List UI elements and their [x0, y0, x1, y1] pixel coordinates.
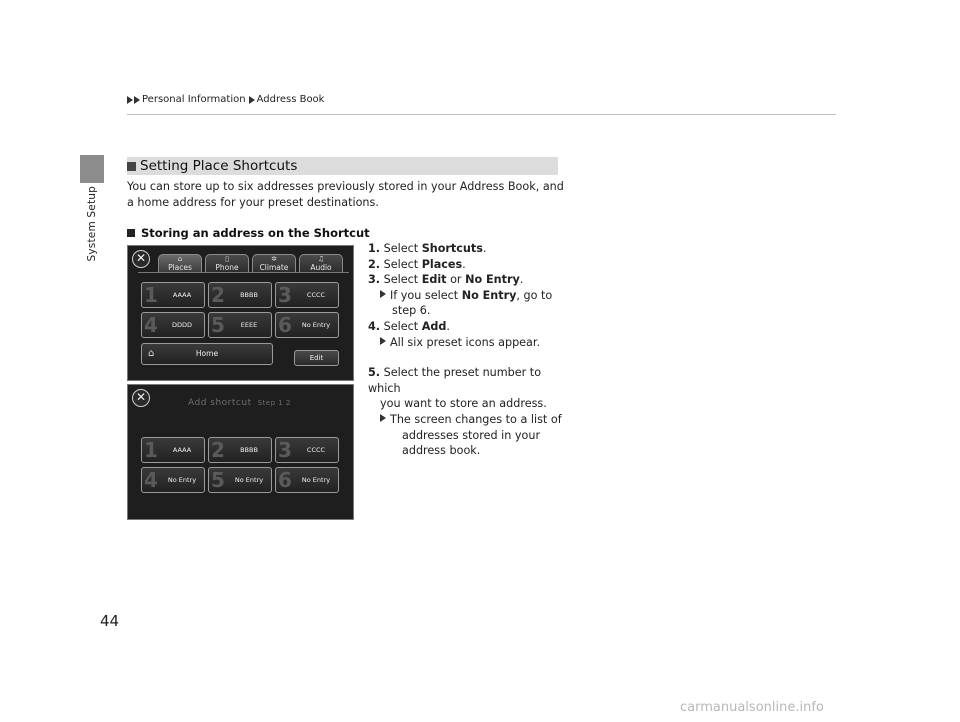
preset-button-3[interactable]: [275, 437, 339, 463]
preset-number: 1: [144, 283, 158, 307]
preset-button-5[interactable]: [208, 312, 272, 338]
breadcrumb-item-address-book[interactable]: Address Book: [256, 94, 325, 105]
edit-button[interactable]: Edit: [294, 350, 339, 366]
preset-button-2[interactable]: [208, 282, 272, 308]
steps-list: [368, 241, 568, 459]
breadcrumb: [127, 94, 327, 105]
preset-label: BBBB: [240, 291, 258, 299]
preset-button-1[interactable]: [141, 437, 205, 463]
preset-number: 5: [211, 313, 225, 337]
preset-label: EEEE: [240, 321, 258, 329]
square-bullet-icon: [127, 162, 136, 171]
preset-number: 4: [144, 313, 158, 337]
preset-label: No Entry: [167, 476, 197, 484]
preset-number: 5: [211, 468, 225, 492]
tab-audio[interactable]: ♫ Audio: [299, 254, 343, 273]
preset-number: 2: [211, 283, 225, 307]
preset-button-1[interactable]: [141, 282, 205, 308]
preset-label: AAAA: [172, 291, 192, 299]
result-arrow-icon: [380, 290, 386, 298]
preset-number: 6: [278, 313, 292, 337]
screen-title: [188, 398, 291, 408]
shortcut-screen: [127, 245, 354, 381]
place-icon: ⌂: [177, 255, 183, 263]
breadcrumb-arrow-icon: [249, 96, 255, 104]
preset-button-2[interactable]: [208, 437, 272, 463]
step-4-note: All six preset icons appear.: [368, 335, 568, 351]
phone-icon: ▯: [225, 255, 229, 263]
preset-label: No Entry: [301, 476, 331, 484]
page-number: 44: [100, 612, 120, 630]
preset-label: No Entry: [301, 321, 331, 329]
tab-phone[interactable]: ▯ Phone: [205, 254, 249, 273]
preset-button-3[interactable]: [275, 282, 339, 308]
step-indicator: Step 1 2: [257, 399, 291, 407]
subsection-title: Storing an address on the Shortcut: [141, 226, 370, 240]
breadcrumb-item-personal-information[interactable]: Personal Information: [142, 94, 246, 105]
spacer: [368, 350, 568, 365]
preset-number: 6: [278, 468, 292, 492]
close-icon[interactable]: ✕: [132, 250, 150, 268]
preset-label: DDDD: [171, 321, 193, 329]
close-icon[interactable]: ✕: [132, 389, 150, 407]
step-5-note: The screen changes to a list of addresses stored in your address book.: [368, 412, 568, 459]
header-rule: [127, 114, 836, 115]
climate-icon: ✲: [271, 255, 277, 263]
home-button[interactable]: [141, 343, 273, 365]
step-1: 1. Select Shortcuts.: [368, 242, 487, 255]
breadcrumb-arrow-icon: [134, 96, 140, 104]
square-bullet-icon: [127, 229, 135, 237]
result-arrow-icon: [380, 337, 386, 345]
preset-number: 3: [278, 438, 292, 462]
preset-label: CCCC: [306, 446, 326, 454]
step-3: 3. Select Edit or No Entry.: [368, 273, 524, 287]
preset-button-6[interactable]: [275, 467, 339, 493]
preset-number: 2: [211, 438, 225, 462]
side-tab-marker: [80, 155, 104, 183]
preset-number: 4: [144, 468, 158, 492]
tab-climate[interactable]: ✲ Climate: [252, 254, 296, 273]
section-title: Setting Place Shortcuts: [140, 158, 298, 174]
watermark: carmanualsonline.info: [680, 700, 824, 715]
preset-button-4[interactable]: [141, 467, 205, 493]
home-icon: ⌂: [148, 348, 155, 359]
step-3-note: If you select No Entry, go to step 6.: [368, 288, 568, 319]
subsection-heading: [127, 226, 370, 240]
preset-number: 1: [144, 438, 158, 462]
add-shortcut-screen: [127, 384, 354, 520]
step-5: 5. Select the preset number to which you want to store an address.: [368, 366, 547, 411]
tab-places[interactable]: ⌂ Places: [158, 254, 202, 273]
intro-paragraph: You can store up to six addresses previously stored in your Address Book, and a home address for your preset destinations.: [127, 180, 564, 209]
preset-number: 3: [278, 283, 292, 307]
preset-label: No Entry: [234, 476, 264, 484]
preset-label: BBBB: [240, 446, 258, 454]
step-4: 4. Select Add.: [368, 319, 450, 333]
audio-icon: ♫: [317, 255, 325, 263]
preset-grid: [141, 437, 339, 493]
result-arrow-icon: [380, 414, 386, 422]
preset-grid: [141, 282, 339, 338]
preset-label: CCCC: [306, 291, 326, 299]
screen-tabs: [158, 254, 346, 273]
preset-label: AAAA: [172, 446, 192, 454]
add-shortcut-title: Add shortcut: [188, 398, 252, 408]
preset-button-4[interactable]: [141, 312, 205, 338]
tab-divider: [138, 272, 349, 273]
home-label: Home: [195, 349, 219, 358]
preset-button-5[interactable]: [208, 467, 272, 493]
step-2: 2. Select Places.: [368, 257, 466, 271]
side-tab-label: System Setup: [86, 186, 98, 262]
breadcrumb-arrow-icon: [127, 96, 133, 104]
section-heading: [127, 157, 558, 175]
preset-button-6[interactable]: [275, 312, 339, 338]
